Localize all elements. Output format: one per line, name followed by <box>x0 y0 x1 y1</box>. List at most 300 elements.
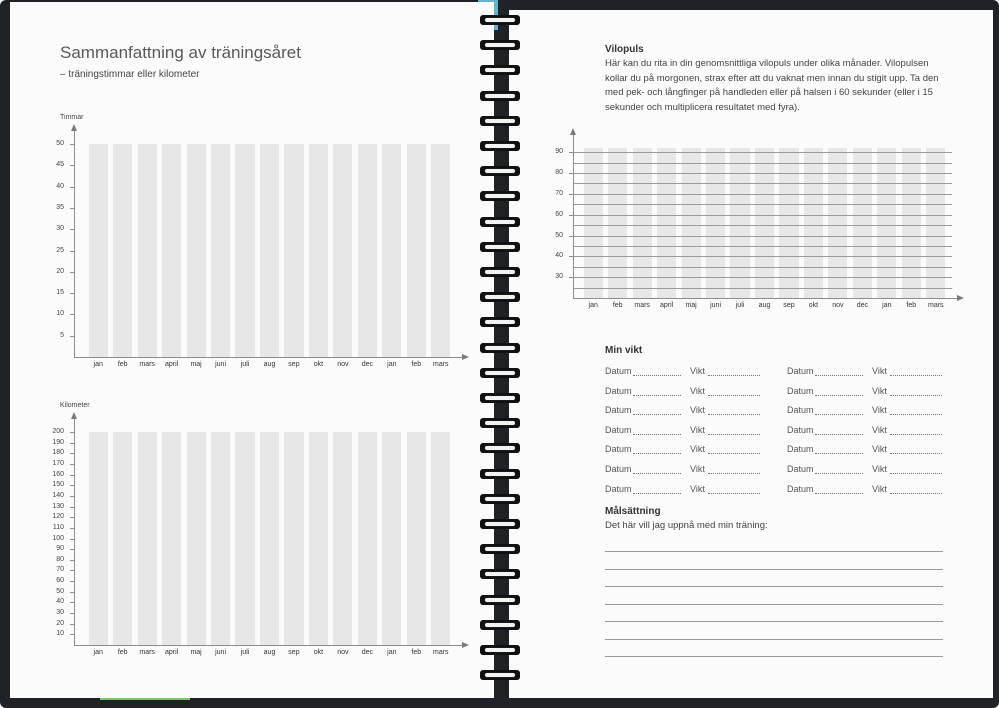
y-tick-label: 90 <box>56 545 64 553</box>
y-axis-label: Timmar <box>60 114 84 121</box>
y-tick-label: 80 <box>555 169 563 176</box>
y-tick-label: 25 <box>56 246 64 254</box>
x-tick-label: aug <box>263 649 276 656</box>
chart-bar <box>877 148 896 298</box>
coil-front <box>484 93 516 99</box>
chart-bar <box>138 432 157 645</box>
weight-date-field[interactable] <box>633 473 681 474</box>
binding-coil <box>480 343 520 353</box>
weight-date-label: Datum <box>787 405 814 416</box>
coil-front <box>484 647 516 653</box>
y-tick-mark <box>70 229 75 230</box>
y-axis-arrow <box>71 412 77 419</box>
weight-value-label: Vikt <box>690 424 705 435</box>
x-tick-label: feb <box>411 649 422 656</box>
y-tick-mark <box>70 485 75 486</box>
chart-bar <box>260 432 279 645</box>
y-tick-label: 60 <box>555 210 563 218</box>
weight-date-field[interactable] <box>633 453 681 454</box>
chart-bar <box>284 144 303 357</box>
chart-bar <box>431 144 450 357</box>
chart-bar <box>431 432 450 645</box>
binding-coil <box>480 569 520 579</box>
coil-front <box>484 597 516 603</box>
x-axis <box>74 645 463 646</box>
weight-value-label: Vikt <box>872 444 887 455</box>
weight-date-label: Datum <box>787 464 814 474</box>
weight-date-field[interactable] <box>815 414 863 415</box>
y-tick-mark <box>70 592 75 593</box>
grid-line <box>573 152 952 153</box>
weight-value-field[interactable] <box>890 434 942 435</box>
y-axis <box>74 418 75 645</box>
weight-value-label: Vikt <box>690 405 705 416</box>
weight-value-field[interactable] <box>708 414 760 415</box>
binding-coil <box>480 595 520 605</box>
y-tick-label: 160 <box>52 470 64 478</box>
grid-line <box>573 163 952 164</box>
weight-value-field[interactable] <box>708 493 760 494</box>
binding-coil <box>480 443 520 453</box>
x-tick-label: nov <box>832 302 844 309</box>
y-tick-mark <box>70 475 75 476</box>
chart-bar <box>162 144 181 357</box>
chart-bar <box>358 144 377 357</box>
y-tick-label: 120 <box>52 513 64 521</box>
x-axis <box>573 298 958 299</box>
y-tick-label: 30 <box>56 225 64 233</box>
y-axis <box>573 134 574 298</box>
y-tick-label: 30 <box>555 273 563 281</box>
x-tick-label: jan <box>93 361 103 368</box>
x-tick-label: feb <box>117 649 128 656</box>
coil-front <box>484 496 516 502</box>
y-tick-mark <box>569 173 574 174</box>
chart-bar <box>926 148 945 298</box>
coil-front <box>484 622 516 628</box>
y-tick-label: 50 <box>56 587 64 595</box>
weight-date-label: Datum <box>605 424 632 435</box>
goal-write-line[interactable] <box>605 586 943 587</box>
weight-value-label: Vikt <box>872 483 887 494</box>
coil-front <box>484 294 516 300</box>
y-tick-mark <box>569 236 574 237</box>
y-tick-mark <box>70 453 75 454</box>
y-axis-arrow <box>71 124 77 131</box>
coil-front <box>484 269 516 275</box>
chart-bar <box>657 148 676 298</box>
chart-bar <box>187 432 206 645</box>
x-tick-label: mars <box>432 649 449 656</box>
coil-front <box>484 672 516 678</box>
y-tick-label: 20 <box>56 619 64 627</box>
weight-date-label: Datum <box>605 483 632 494</box>
y-tick-label: 40 <box>555 252 563 260</box>
weight-date-field[interactable] <box>633 375 681 376</box>
chart-bar <box>730 148 749 298</box>
binding-coil <box>480 166 520 176</box>
grid-line <box>573 288 952 289</box>
x-tick-label: dec <box>361 649 373 656</box>
weight-date-label: Datum <box>787 424 814 435</box>
y-tick-label: 70 <box>555 189 563 197</box>
x-tick-label: juli <box>240 649 250 656</box>
x-tick-label: feb <box>612 302 623 309</box>
weight-value-field[interactable] <box>890 414 942 415</box>
grid-line <box>573 267 952 268</box>
x-tick-label: jan <box>588 302 598 309</box>
y-tick-mark <box>70 560 75 561</box>
y-tick-mark <box>70 464 75 465</box>
y-tick-mark <box>569 194 574 195</box>
x-tick-label: nov <box>337 361 349 368</box>
x-tick-label: dec <box>856 302 868 309</box>
grid-line <box>573 183 952 184</box>
y-tick-mark <box>569 215 574 216</box>
goal-write-line[interactable] <box>605 656 943 657</box>
y-tick-label: 20 <box>56 267 64 275</box>
x-tick-label: nov <box>337 649 349 656</box>
coil-front <box>484 193 516 199</box>
weight-date-label: Datum <box>787 483 814 494</box>
coil-front <box>484 445 516 451</box>
y-tick-mark <box>70 539 75 540</box>
x-tick-label: juni <box>215 361 227 368</box>
binding-coil <box>480 670 520 680</box>
binding-coil <box>480 494 520 504</box>
weight-value-field[interactable] <box>708 375 760 376</box>
binding-coil <box>480 242 520 252</box>
x-tick-label: okt <box>808 302 819 309</box>
y-tick-label: 190 <box>52 438 64 446</box>
y-tick-mark <box>70 293 75 294</box>
x-tick-label: feb <box>117 361 128 368</box>
weight-date-field[interactable] <box>633 395 681 396</box>
y-tick-label: 35 <box>56 203 64 211</box>
weight-date-label: Datum <box>787 366 814 376</box>
x-tick-label: april <box>165 649 179 656</box>
x-tick-label: juni <box>215 649 227 656</box>
y-tick-label: 10 <box>56 310 64 318</box>
coil-front <box>484 370 516 376</box>
y-tick-mark <box>70 496 75 497</box>
page-title: Sammanfattning av träningsåret <box>60 43 301 62</box>
y-tick-mark <box>569 277 574 278</box>
coil-front <box>484 521 516 527</box>
weight-value-label: Vikt <box>690 483 705 494</box>
binding-coil <box>480 15 520 25</box>
chart-bar <box>407 432 426 645</box>
y-tick-label: 180 <box>52 449 64 457</box>
x-tick-label: april <box>660 302 674 309</box>
weight-date-label: Datum <box>787 444 814 455</box>
grid-line <box>573 236 952 237</box>
chart-bar <box>260 144 279 357</box>
weight-value-field[interactable] <box>708 434 760 435</box>
y-tick-label: 30 <box>56 609 64 617</box>
chart-bar <box>235 144 254 357</box>
chart-bar <box>407 144 426 357</box>
y-tick-label: 100 <box>52 534 64 542</box>
weight-date-field[interactable] <box>815 453 863 454</box>
chart-bar <box>309 144 328 357</box>
y-tick-mark <box>70 634 75 635</box>
chart-bar <box>682 148 701 298</box>
weight-value-label: Vikt <box>690 385 705 396</box>
weight-date-field[interactable] <box>633 414 681 415</box>
weight-date-label: Datum <box>605 385 632 396</box>
x-tick-label: sep <box>288 361 300 368</box>
weight-date-label: Datum <box>605 464 632 474</box>
binding-coil <box>480 40 520 50</box>
x-tick-label: feb <box>411 361 422 368</box>
y-tick-mark <box>70 251 75 252</box>
chart-bar <box>853 148 872 298</box>
x-axis-arrow <box>462 642 469 648</box>
spiral-binding <box>470 0 532 708</box>
grid-line <box>573 256 952 257</box>
binding-coil <box>480 645 520 655</box>
coil-front <box>484 42 516 48</box>
chart-bar <box>187 144 206 357</box>
weight-value-label: Vikt <box>872 366 887 376</box>
chart-bar <box>902 148 921 298</box>
binding-coil <box>480 91 520 101</box>
weight-value-field[interactable] <box>708 395 760 396</box>
goal-write-line[interactable] <box>605 551 943 552</box>
weight-date-field[interactable] <box>815 493 863 494</box>
chart-bar <box>706 148 725 298</box>
weight-date-label: Datum <box>605 366 632 376</box>
page-subtitle: – träningstimmar eller kilometer <box>60 69 200 80</box>
x-tick-label: sep <box>783 302 795 309</box>
x-tick-label: aug <box>263 361 276 368</box>
grid-line <box>573 246 952 247</box>
chart-bar <box>584 148 603 298</box>
chart-bar <box>162 432 181 645</box>
y-tick-mark <box>70 613 75 614</box>
weight-date-label: Datum <box>605 405 632 416</box>
binding-coil <box>480 141 520 151</box>
grid-line <box>573 204 952 205</box>
y-tick-mark <box>70 208 75 209</box>
weight-date-field[interactable] <box>633 493 681 494</box>
y-tick-mark <box>70 432 75 433</box>
coil-front <box>484 395 516 401</box>
chart-bar <box>284 432 303 645</box>
binding-coil <box>480 418 520 428</box>
chart-bar <box>211 432 230 645</box>
coil-front <box>484 67 516 73</box>
coil-front <box>484 17 516 23</box>
x-tick-label: okt <box>313 649 324 656</box>
coil-front <box>484 219 516 225</box>
weight-value-field[interactable] <box>890 473 942 474</box>
coil-front <box>484 143 516 149</box>
y-axis-arrow <box>570 128 576 135</box>
binding-coil <box>480 469 520 479</box>
coil-front <box>484 118 516 124</box>
y-tick-label: 10 <box>56 630 64 638</box>
y-tick-label: 170 <box>52 459 64 467</box>
weight-date-field[interactable] <box>815 473 863 474</box>
weight-heading: Min vikt <box>605 345 643 356</box>
x-tick-label: mars <box>927 302 944 309</box>
y-tick-label: 60 <box>56 577 64 585</box>
binding-coil <box>480 292 520 302</box>
chart-bar <box>113 432 132 645</box>
chart-bar <box>804 148 823 298</box>
chart-bar <box>382 432 401 645</box>
binding-coil <box>480 544 520 554</box>
x-axis <box>74 357 463 358</box>
grid-line <box>573 215 952 216</box>
chart-bar <box>309 432 328 645</box>
x-axis-arrow <box>957 295 964 301</box>
y-tick-mark <box>70 624 75 625</box>
chart-bar <box>89 144 108 357</box>
x-tick-label: juli <box>735 302 745 309</box>
binding-coil <box>480 317 520 327</box>
binding-coil <box>480 620 520 630</box>
y-tick-mark <box>70 528 75 529</box>
x-tick-label: feb <box>906 302 917 309</box>
y-tick-label: 150 <box>52 481 64 489</box>
chart-bar <box>235 432 254 645</box>
weight-date-field[interactable] <box>815 395 863 396</box>
x-tick-label: mars <box>634 302 650 309</box>
weight-value-label: Vikt <box>690 444 705 455</box>
y-tick-mark <box>70 602 75 603</box>
chart-bar <box>89 432 108 645</box>
y-tick-mark <box>70 517 75 518</box>
y-tick-label: 45 <box>56 161 64 169</box>
chart-bar <box>211 144 230 357</box>
y-tick-mark <box>70 336 75 337</box>
x-tick-label: juli <box>240 361 250 368</box>
goal-write-line[interactable] <box>605 639 943 640</box>
y-tick-label: 140 <box>52 491 64 499</box>
y-tick-label: 200 <box>52 428 64 435</box>
y-tick-mark <box>70 443 75 444</box>
x-tick-label: jan <box>387 361 397 368</box>
weight-date-label: Datum <box>787 385 814 396</box>
y-tick-label: 80 <box>56 555 64 563</box>
vilopuls-heading: Vilopuls <box>605 44 644 55</box>
goal-write-line[interactable] <box>605 604 943 605</box>
vilopuls-description: Här kan du rita in din genomsnittliga vilopuls under olika månader. Vilopulsen kollar du på morgonen, strax efter att du vaknat men innan du stigit upp. Ta den med pek- och långfinger på handleden eller på halsen i 60 sekunder (eller i 15 sekunder och multiplicera resultatet med fyra). <box>605 58 939 113</box>
binding-coil <box>480 519 520 529</box>
y-tick-mark <box>70 581 75 582</box>
chart-bar <box>358 432 377 645</box>
weight-date-field[interactable] <box>815 434 863 435</box>
goal-write-line[interactable] <box>605 621 943 622</box>
x-tick-label: jan <box>93 649 103 656</box>
x-tick-label: dec <box>361 361 373 368</box>
coil-front <box>484 168 516 174</box>
weight-value-field[interactable] <box>890 375 942 376</box>
chart-bar <box>755 148 774 298</box>
chart-bar <box>608 148 627 298</box>
weight-value-field[interactable] <box>890 395 942 396</box>
y-tick-label: 50 <box>555 231 563 239</box>
coil-front <box>484 546 516 552</box>
weight-value-field[interactable] <box>708 473 760 474</box>
x-tick-label: maj <box>190 361 202 368</box>
x-tick-label: maj <box>190 649 202 656</box>
x-tick-label: sep <box>288 649 300 656</box>
chart-bar <box>113 144 132 357</box>
y-axis-label: Kilometer <box>60 402 90 409</box>
coil-front <box>484 471 516 477</box>
coil-front <box>484 571 516 577</box>
x-tick-label: mars <box>432 361 449 368</box>
x-tick-label: maj <box>685 302 697 309</box>
y-tick-label: 110 <box>52 523 64 531</box>
binding-coil <box>480 65 520 75</box>
x-tick-label: jan <box>882 302 892 309</box>
x-tick-label: mars <box>139 649 155 656</box>
weight-value-label: Vikt <box>872 405 887 416</box>
y-tick-label: 5 <box>60 331 64 339</box>
grid-line <box>573 277 952 278</box>
y-tick-mark <box>70 314 75 315</box>
weight-date-field[interactable] <box>633 434 681 435</box>
x-tick-label: juni <box>710 302 722 309</box>
binding-coil <box>480 393 520 403</box>
goal-write-line[interactable] <box>605 569 943 570</box>
y-tick-mark <box>70 187 75 188</box>
weight-value-field[interactable] <box>890 493 942 494</box>
weight-value-field[interactable] <box>890 453 942 454</box>
grid-line <box>573 194 952 195</box>
binding-coil <box>480 267 520 277</box>
x-axis-arrow <box>462 354 469 360</box>
weight-value-label: Vikt <box>872 464 887 474</box>
binding-coil <box>480 368 520 378</box>
x-tick-label: april <box>165 361 179 368</box>
binding-coil <box>480 116 520 126</box>
weight-value-label: Vikt <box>872 424 887 435</box>
weight-value-label: Vikt <box>690 366 705 376</box>
coil-front <box>484 345 516 351</box>
y-tick-label: 130 <box>52 502 64 510</box>
weight-value-label: Vikt <box>872 385 887 396</box>
grid-line <box>573 173 952 174</box>
chart-bar <box>333 432 352 645</box>
chart-bar <box>633 148 652 298</box>
coil-front <box>484 319 516 325</box>
y-tick-mark <box>569 152 574 153</box>
chart-bar <box>382 144 401 357</box>
y-tick-label: 70 <box>56 566 64 574</box>
y-tick-label: 15 <box>56 289 64 297</box>
x-tick-label: aug <box>758 302 771 309</box>
x-tick-label: jan <box>387 649 397 656</box>
weight-date-field[interactable] <box>815 375 863 376</box>
chart-bar <box>828 148 847 298</box>
goal-heading: Målsättning <box>605 506 661 517</box>
binding-coil <box>480 191 520 201</box>
grid-line <box>573 225 952 226</box>
y-tick-mark <box>70 549 75 550</box>
weight-date-label: Datum <box>605 444 632 455</box>
coil-front <box>484 420 516 426</box>
y-tick-mark <box>70 507 75 508</box>
chart-bar <box>333 144 352 357</box>
weight-value-field[interactable] <box>708 453 760 454</box>
weight-value-label: Vikt <box>690 464 705 474</box>
